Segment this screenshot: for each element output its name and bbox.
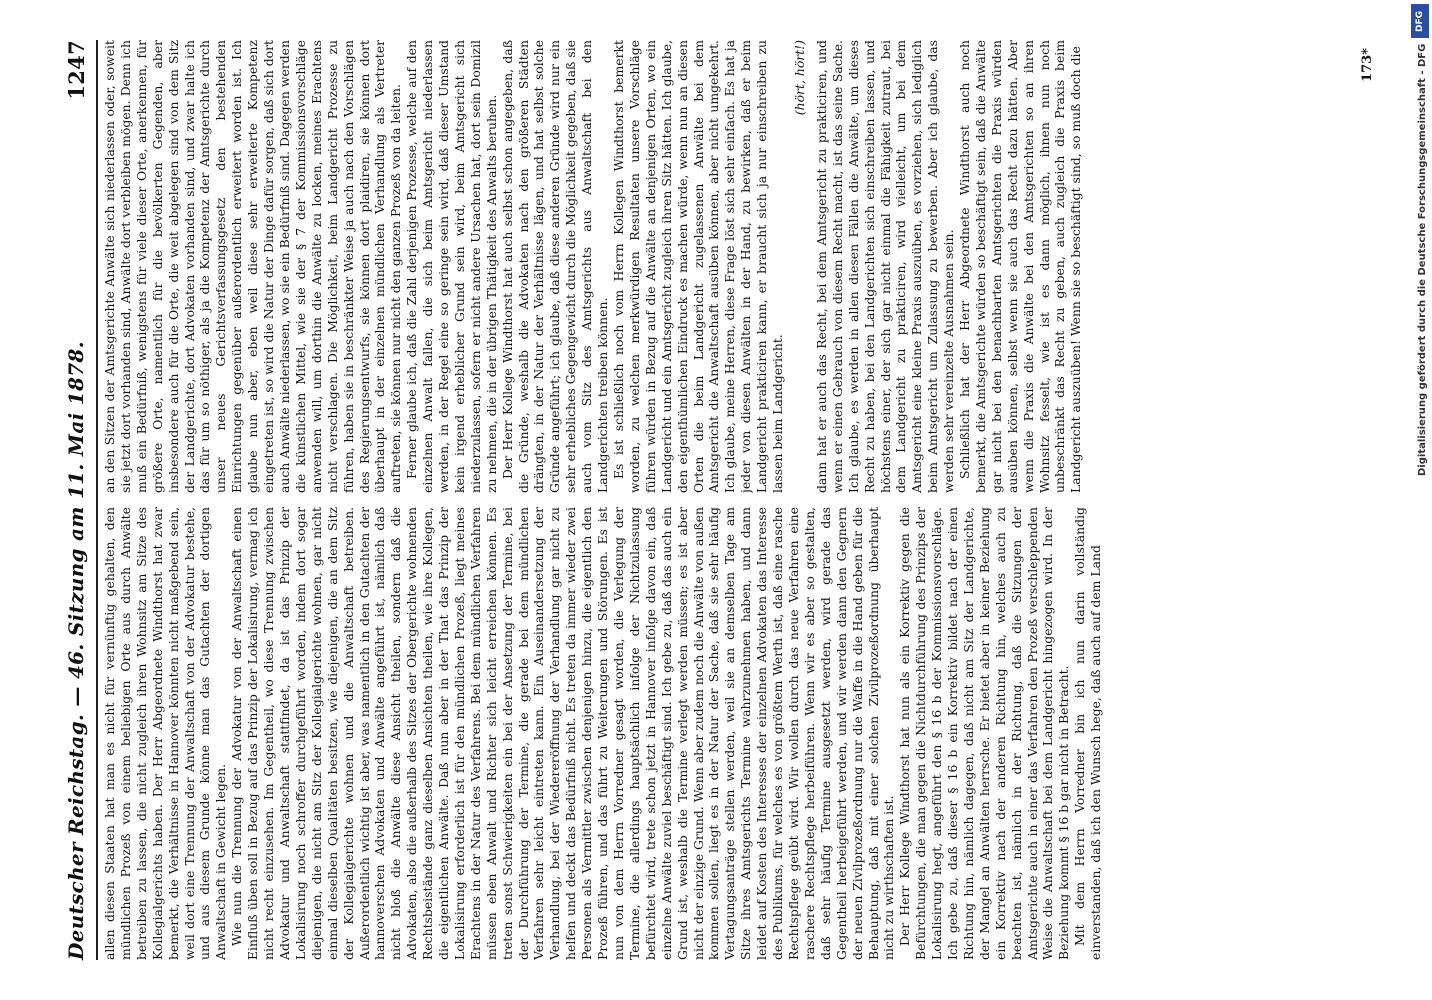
paragraph: dann hat er auch das Recht, bei dem Amtsgericht zu prakticiren, und wenn er einen Gebrauch von diesem Recht macht, ist das seine Sache. Ich glaube, es werden in allen diesen Fällen die Anwälte, um dieses Recht zu haben, bei den Landgerichten sich einschreiben lassen, und höchstens einer, der sich gar nicht einmal die Fähigkeit zutraut, bei dem Landgericht zu prakticiren, wird vielleicht, um bei dem Amtsgericht eine kleine Praxis auszuüben, es vorziehen, sich lediglich beim Amtsgericht um Zulassung zu bewerben. Aber ich glaube, das werden sehr vereinzelte Ausnahmen sein. xyxy=(813,40,957,493)
text-columns xyxy=(102,40,1378,960)
paragraph: Der Herr Kollege Windthorst hat auch selbst schon angegeben, daß die Gründe, weshalb die Advokaten nach den größeren Städten drängten, in der Natur der Verhältnisse lägen, und hat selbst solche Gründe angeführt; ich glaube, daß diese anderen Gründe wird nur ein sehr erhebliches Gegengewicht durch die Möglichkeit gegeben, daß sie auch vom Sitz des Amtsgerichts aus Anwaltschaft bei den Landgerichten treiben können. xyxy=(499,40,611,493)
paragraph: Ferner glaube ich, daß die Zahl derjenigen Prozesse, welche auf den einzelnen Anwalt fallen, die sich beim Amtsgericht niederlassen werden, in der Regel eine so geringe sein wird, daß dieser Umstand kein irgend erheblicher Grund sein wird, beim Amtsgericht sich niederzulassen, sofern er nicht andere Ursachen hat, dort sein Domizil zu nehmen, die in der übrigen Thätigkeit des Anwalts beruhen. xyxy=(404,40,499,493)
paragraph: Schließlich hat der Herr Abgeordnete Windthorst auch noch bemerkt, die Amtsgerichte würden so beschäftigt sein, daß die Anwälte gar nicht bei den benachbarten Amtsgerichten die Praxis würden ausüben können, selbst wenn sie auch das Recht dazu hätten. Aber wenn die Praxis die Anwälte bei den Amtsgerichten so an ihren Wohnsitz fesselt, wie ist es dann möglich, ihnen nun noch unbeschränkt das Recht zu geben, auch zugleich die Praxis beim Landgericht auszuüben! Wenn sie so beschäftigt sind, so muß doch die xyxy=(957,40,1084,493)
interjection: (hört, hört!) xyxy=(791,40,807,116)
paragraph: allen diesen Staaten hat man es nicht für vernünftig gehalten, den mündlichen Prozeß von einem beliebigen Orte aus durch Anwälte betreiben zu lassen, die nicht zugleich ihren Wohnsitz am Sitze des Kollegialgerichts haben. Der Herr Abgeordnete Windthorst hat zwar bemerkt, die Verhältnisse in Hannover könnten nicht maßgebend sein, weil dort eine Trennung der Anwaltschaft von der Advokatur bestehe, und aus diesem Grunde könne man das Gutachten der dortigen Anwaltschaft in Gewicht legen. xyxy=(102,507,229,960)
paragraph: Wie nun die Trennung der Advokatur von der Anwaltschaft einen Einfluß üben soll in Bezug auf das Prinzip der Lokalisirung, vermag ich nicht recht einzusehen. Im Gegentheil, wo diese Trennung zwischen Advokatur und Anwaltschaft stattfindet, da ist das Prinzip der Lokalisirung noch schroffer durchgeführt worden, indem dort sogar diejenigen, die nicht am Sitz der Kollegialgerichte wohnen, gar nicht einmal dieselben Qualitäten besitzen, wie diejenigen, die an dem Sitz der Kollegialgerichte wohnen und die Anwaltschaft betreiben. Außerordentlich wichtig ist aber, was namentlich in den Gutachten der hannoverschen Advokaten und Anwälte angeführt ist, nämlich daß nicht bloß die Anwälte diese Ansicht theilen, sondern daß die Advokaten, also die außerhalb des Sitzes der Obergerichte wohnenden Rechtsbeistände ganz dieselben Ansichten theilen, wie ihre Kollegen, die eigentlichen Anwälte. Daß nun aber in der That das Prinzip der Lokalisirung erforderlich ist für den mündlichen Prozeß, liegt meines Erachtens in der Natur des Verfahrens. Bei dem mündlichen Verfahren müssen eben Anwalt und Richter sich leicht erreichen können. Es treten sonst Schwierigkeiten ein bei der Ansetzung der Termine, bei der Durchführung der Termine, die gerade bei dem mündlichen Verfahren sehr leicht eintreten kann. Ein Auseinandersetzung der Verhandlung, bei der Wiedereröffnung der Verhandlung gar nicht zu helfen und deckt das Bedürfniß nicht. Es treten da immer wieder zwei Personen als Vermittler zwischen denjenigen hinzu, die eigentlich den Prozeß führen, und das führt zu Weiterungen und Störungen. Es ist nun von dem Herrn Vorredner gesagt worden, die Verlegung der Termine, die allerdings hauptsächlich infolge der Nichtzulassung befürchtet wird, trete schon jetzt in Hannover infolge davon ein, daß einzelne Anwälte zuviel beschäftigt sind. Ich gebe zu, daß das auch ein Grund ist, weshalb die Termine verlegt werden müssen; es ist aber nicht der einzige Grund. Wenn aber zudem noch die Anwälte von außen kommen sollen, liegt es in der Natur der Sache, daß sie sehr häufig Vertagungsanträge stellen werden, weil sie an demselben Tage am Sitze ihres Amtsgerichts Termine wahrzunehmen haben, und dann leidet auf Kosten des Interesses der einzelnen Advokaten das Interesse des Publikums, für welches es von größtem Werth ist, daß eine rasche Rechtspflege geübt wird. Wir wollen durch das neue Verfahren eine raschere Rechtspflege herbeiführen. Wenn wir es aber so gestalten, daß sehr häufig Termine ausgesetzt werden, wird gerade das Gegentheil herbeigeführt werden, und wir werden dann den Gegnern der neuen Zivilprozeßordnung nur die Waffe in die Hand geben für die Behauptung, daß mit einer solchen Zivilprozeßordnung überhaupt nicht zu wirthschaften ist. xyxy=(229,507,897,960)
paragraph: an den Sitzen der Amtsgerichte Anwälte sich niederlassen oder, soweit sie jetzt dort vorhanden sind, Anwälte dort verbleiben mögen. Denn ich muß ein Bedürfniß, wenigstens für viele dieser Orte, anerkennen, für größere Orte, namentlich für die bevölkerten Gegenden, aber insbesondere auch für die Orte, die weit abgelegen sind von dem Sitz der Landgerichte, dort Advokaten vorhanden sind, und zwar halte ich das für um so nöthiger, als ja die Kompetenz der Amtsgerichte durch unser neues Gerichtsverfassungsgesetz den bestehenden Einrichtungen gegenüber außerordentlich erweitert worden ist. Ich glaube nun aber, eben weil diese sehr erweiterte Kompetenz eingetreten ist, so wird die Natur der Dinge dafür sorgen, daß sich dort auch Anwälte niederlassen, wo sie ein Bedürfniß sind. Dagegen werden die künstlichen Mittel, wie sie der § 7 der Kommissionsvorschläge anwenden will, um dorthin die Anwälte zu locken, meines Erachtens nicht verschlagen. Die Möglichkeit, beim Landgericht Prozesse zu führen, haben sie in beschränkter Weise ja auch nach den Vorschlägen des Regierungsentwurfs, sie können dort plaidiren, sie können dort überhaupt in der einzelnen mündlichen Verhandlung als Vertreter auftreten, sie können nur nicht den ganzen Prozeß von da leiten. xyxy=(102,40,404,493)
column-right xyxy=(102,40,1378,493)
column-left xyxy=(102,507,1378,960)
digitization-sidebar xyxy=(1408,0,1432,1000)
session-label: — 46. Sitzung am 11. Mai 1878. xyxy=(64,341,88,707)
dfg-logo-icon: DFG xyxy=(1411,4,1429,38)
page-header xyxy=(56,40,98,960)
paragraph: Mit dem Herrn Vorredner bin ich nun darin vollständig einverstanden, daß ich den Wunsch hege, daß auch auf dem Land xyxy=(1072,507,1104,960)
paragraph: Der Herr Kollege Windthorst hat nun als ein Korrektiv gegen die Befürchtungen, die man gegen die Nichtdurchführung des Prinzips der Lokalisirung hegt, angeführt den § 16 b der Kommissionsvorschläge. Ich gebe zu, daß dieser § 16 b ein Korrektiv bildet nach der einen Richtung hin, nämlich dagegen, daß nicht am Sitz der Landgerichte, der Mangel an Anwälten herrsche. Er bietet aber in keiner Beziehung ein Korrektiv nach der anderen Richtung hin, welches auch zu beachten ist, nämlich in der Richtung, daß die Sitzungen der Amtsgerichte auch in einer das Verfahren den Prozeß verschleppenden Weise die Anwaltschaft bei dem Landgericht hingezogen wird. In der Beziehung kommt § 16 b gar nicht in Betracht. xyxy=(897,507,1072,960)
publication-name: Deutscher Reichstag. xyxy=(64,713,88,960)
digitization-note: Digitalisierung gefördert durch die Deutsche Forschungsgemeinschaft - DFG xyxy=(1417,44,1428,477)
page-number: 1247 xyxy=(63,40,89,100)
signature-mark: 173* xyxy=(1360,48,1375,82)
paragraph: Es ist schließlich noch vom Herrn Kollegen Windthorst bemerkt worden, zu welchen merkwürdigen Resultaten unsere Vorschläge führen würden in Bezug auf die Anwälte an denjenigen Orten, wo ein Landgericht und ein Amtsgericht zugleich ihren Sitz hätten. Ich glaube, den eigenthümlichen Eindruck es machen würde, wenn nun an diesen Orten die beim Landgericht zugelassenen Anwälte bei dem Amtsgericht die Anwaltschaft ausüben können, aber nicht umgekehrt. Ich glaube, meine Herren, diese Frage löst sich sehr einfach. Es hat ja jeder von diesen Anwälten in der Hand, zu bewirken, daß er beim Landgericht prakticiren kann, er braucht sich ja nur einschreiben zu lassen beim Landgericht. xyxy=(611,40,786,493)
publication-title xyxy=(64,341,88,960)
